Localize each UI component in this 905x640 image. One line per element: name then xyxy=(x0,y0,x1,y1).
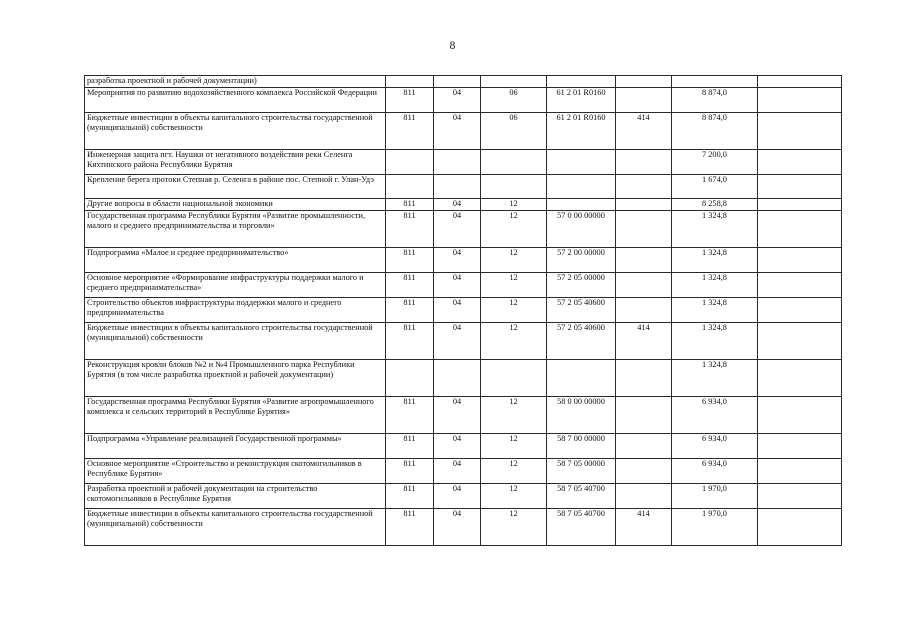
cell-expense-type: 414 xyxy=(616,323,672,360)
cell-section: 04 xyxy=(434,434,481,459)
cell-amount: 1 324,8 xyxy=(672,211,758,248)
table-row xyxy=(85,434,842,459)
cell-expense-type xyxy=(616,459,672,484)
cell-section: 04 xyxy=(434,459,481,484)
cell-extra xyxy=(758,298,842,323)
table-row xyxy=(85,360,842,397)
cell-grbs: 811 xyxy=(386,298,434,323)
cell-name: Разработка проектной и рабочей документации на строительство скотомогильников в Республике Бурятия xyxy=(85,484,386,509)
cell-target-article xyxy=(547,360,616,397)
cell-section: 04 xyxy=(434,397,481,434)
cell-grbs: 811 xyxy=(386,248,434,273)
cell-subsection: 12 xyxy=(481,199,547,211)
cell-section: 04 xyxy=(434,273,481,298)
cell-section xyxy=(434,150,481,175)
cell-amount: 1 674,0 xyxy=(672,175,758,199)
cell-expense-type xyxy=(616,76,672,88)
table-row xyxy=(85,211,842,248)
cell-name: Государственная программа Республики Бурятия «Развитие агропромышленного комплекса и сельских территорий в Республике Бурятия» xyxy=(85,397,386,434)
cell-extra xyxy=(758,360,842,397)
cell-expense-type: 414 xyxy=(616,113,672,150)
cell-amount: 8 874,0 xyxy=(672,113,758,150)
cell-target-article: 57 2 05 00000 xyxy=(547,273,616,298)
cell-extra xyxy=(758,150,842,175)
cell-extra xyxy=(758,397,842,434)
cell-target-article: 57 2 05 40600 xyxy=(547,323,616,360)
page-number: 8 xyxy=(449,40,456,52)
cell-section: 04 xyxy=(434,199,481,211)
cell-expense-type xyxy=(616,199,672,211)
budget-table xyxy=(84,75,842,546)
table-row xyxy=(85,484,842,509)
cell-name: Другие вопросы в области национальной экономики xyxy=(85,199,386,211)
cell-expense-type xyxy=(616,273,672,298)
cell-amount: 1 324,8 xyxy=(672,248,758,273)
cell-name: Инженерная защита пгт. Наушки от негативного воздействия реки Селенга Кяхтинского района Республики Бурятия xyxy=(85,150,386,175)
cell-amount: 1 324,8 xyxy=(672,273,758,298)
cell-name: разработка проектной и рабочей документации) xyxy=(85,76,386,88)
cell-grbs: 811 xyxy=(386,88,434,113)
cell-extra xyxy=(758,211,842,248)
cell-extra xyxy=(758,434,842,459)
cell-grbs: 811 xyxy=(386,273,434,298)
cell-section: 04 xyxy=(434,211,481,248)
cell-subsection: 12 xyxy=(481,248,547,273)
cell-subsection: 12 xyxy=(481,484,547,509)
cell-target-article: 57 2 05 40600 xyxy=(547,298,616,323)
cell-grbs: 811 xyxy=(386,459,434,484)
cell-subsection: 06 xyxy=(481,88,547,113)
cell-name: Бюджетные инвестиции в объекты капитального строительства государственной (муниципальной) собственности xyxy=(85,509,386,546)
cell-grbs: 811 xyxy=(386,323,434,360)
cell-subsection xyxy=(481,175,547,199)
cell-expense-type xyxy=(616,175,672,199)
cell-name: Бюджетные инвестиции в объекты капитального строительства государственной (муниципальной) собственности xyxy=(85,113,386,150)
cell-subsection: 06 xyxy=(481,113,547,150)
cell-section xyxy=(434,175,481,199)
cell-section: 04 xyxy=(434,298,481,323)
cell-name: Государственная программа Республики Бурятия «Развитие промышленности, малого и среднего предпринимательства и торговли» xyxy=(85,211,386,248)
cell-target-article: 57 0 00 00000 xyxy=(547,211,616,248)
cell-target-article: 58 7 05 00000 xyxy=(547,459,616,484)
table-row xyxy=(85,113,842,150)
cell-amount: 1 970,0 xyxy=(672,484,758,509)
cell-name: Крепление берега протоки Степная р. Селенга в районе пос. Степной г. Улан-Удэ xyxy=(85,175,386,199)
cell-amount: 6 934,0 xyxy=(672,434,758,459)
cell-name: Основное мероприятие «Формирование инфраструктуры поддержки малого и среднего предпринимательства» xyxy=(85,273,386,298)
cell-amount: 1 324,8 xyxy=(672,298,758,323)
cell-section xyxy=(434,360,481,397)
cell-amount: 8 258,8 xyxy=(672,199,758,211)
cell-grbs xyxy=(386,76,434,88)
cell-grbs: 811 xyxy=(386,484,434,509)
table-body xyxy=(85,76,842,546)
cell-subsection: 12 xyxy=(481,211,547,248)
cell-grbs: 811 xyxy=(386,509,434,546)
cell-target-article: 61 2 01 R0160 xyxy=(547,88,616,113)
cell-expense-type xyxy=(616,397,672,434)
cell-extra xyxy=(758,76,842,88)
table-row xyxy=(85,509,842,546)
cell-extra xyxy=(758,199,842,211)
table-row xyxy=(85,248,842,273)
table-row xyxy=(85,175,842,199)
cell-extra xyxy=(758,88,842,113)
cell-target-article: 57 2 00 00000 xyxy=(547,248,616,273)
cell-expense-type xyxy=(616,88,672,113)
cell-section: 04 xyxy=(434,248,481,273)
cell-extra xyxy=(758,248,842,273)
cell-subsection: 12 xyxy=(481,459,547,484)
cell-extra xyxy=(758,459,842,484)
table-row xyxy=(85,397,842,434)
cell-section: 04 xyxy=(434,113,481,150)
cell-subsection xyxy=(481,76,547,88)
cell-subsection: 12 xyxy=(481,273,547,298)
cell-name: Подпрограмма «Малое и среднее предпринимательство» xyxy=(85,248,386,273)
cell-extra xyxy=(758,509,842,546)
cell-expense-type xyxy=(616,298,672,323)
cell-name: Подпрограмма «Управление реализацией Государственной программы» xyxy=(85,434,386,459)
cell-name: Основное мероприятие «Строительство и реконструкция скотомогильников в Республике Бурятия» xyxy=(85,459,386,484)
cell-expense-type: 414 xyxy=(616,509,672,546)
cell-grbs: 811 xyxy=(386,113,434,150)
cell-amount: 6 934,0 xyxy=(672,397,758,434)
cell-expense-type xyxy=(616,484,672,509)
cell-amount: 1 324,8 xyxy=(672,323,758,360)
cell-extra xyxy=(758,113,842,150)
cell-amount: 6 934,0 xyxy=(672,459,758,484)
cell-target-article: 61 2 01 R0160 xyxy=(547,113,616,150)
cell-extra xyxy=(758,273,842,298)
cell-expense-type xyxy=(616,434,672,459)
cell-grbs xyxy=(386,175,434,199)
table-row xyxy=(85,459,842,484)
cell-extra xyxy=(758,175,842,199)
cell-grbs: 811 xyxy=(386,211,434,248)
cell-grbs: 811 xyxy=(386,434,434,459)
cell-subsection: 12 xyxy=(481,298,547,323)
cell-target-article: 58 7 05 40700 xyxy=(547,484,616,509)
table-row xyxy=(85,273,842,298)
cell-expense-type xyxy=(616,360,672,397)
cell-target-article xyxy=(547,199,616,211)
cell-section: 04 xyxy=(434,509,481,546)
cell-subsection xyxy=(481,360,547,397)
cell-expense-type xyxy=(616,248,672,273)
cell-amount: 1 970,0 xyxy=(672,509,758,546)
cell-amount: 1 324,8 xyxy=(672,360,758,397)
cell-target-article xyxy=(547,76,616,88)
cell-target-article: 58 7 05 40700 xyxy=(547,509,616,546)
cell-amount: 7 200,0 xyxy=(672,150,758,175)
cell-amount xyxy=(672,76,758,88)
cell-amount: 8 874,0 xyxy=(672,88,758,113)
cell-grbs xyxy=(386,360,434,397)
table-row xyxy=(85,199,842,211)
cell-grbs: 811 xyxy=(386,199,434,211)
cell-grbs xyxy=(386,150,434,175)
cell-section: 04 xyxy=(434,323,481,360)
table-row xyxy=(85,88,842,113)
cell-name: Строительство объектов инфраструктуры поддержки малого и среднего предпринимательства xyxy=(85,298,386,323)
cell-subsection xyxy=(481,150,547,175)
table-row xyxy=(85,76,842,88)
cell-name: Реконструкция кровли блоков №2 и №4 Промышленного парка Республики Бурятия (в том числе разработка проектной и рабочей документации) xyxy=(85,360,386,397)
table-row xyxy=(85,323,842,360)
cell-expense-type xyxy=(616,150,672,175)
cell-target-article xyxy=(547,175,616,199)
cell-target-article: 58 7 00 00000 xyxy=(547,434,616,459)
cell-subsection: 12 xyxy=(481,323,547,360)
cell-expense-type xyxy=(616,211,672,248)
cell-section: 04 xyxy=(434,88,481,113)
cell-extra xyxy=(758,484,842,509)
cell-grbs: 811 xyxy=(386,397,434,434)
cell-subsection: 12 xyxy=(481,434,547,459)
cell-extra xyxy=(758,323,842,360)
cell-subsection: 12 xyxy=(481,397,547,434)
cell-subsection: 12 xyxy=(481,509,547,546)
cell-target-article xyxy=(547,150,616,175)
table-row xyxy=(85,298,842,323)
cell-section: 04 xyxy=(434,484,481,509)
cell-name: Мероприятия по развитию водохозяйственного комплекса Российской Федерации xyxy=(85,88,386,113)
cell-name: Бюджетные инвестиции в объекты капитального строительства государственной (муниципальной) собственности xyxy=(85,323,386,360)
cell-section xyxy=(434,76,481,88)
table-row xyxy=(85,150,842,175)
cell-target-article: 58 0 00 00000 xyxy=(547,397,616,434)
